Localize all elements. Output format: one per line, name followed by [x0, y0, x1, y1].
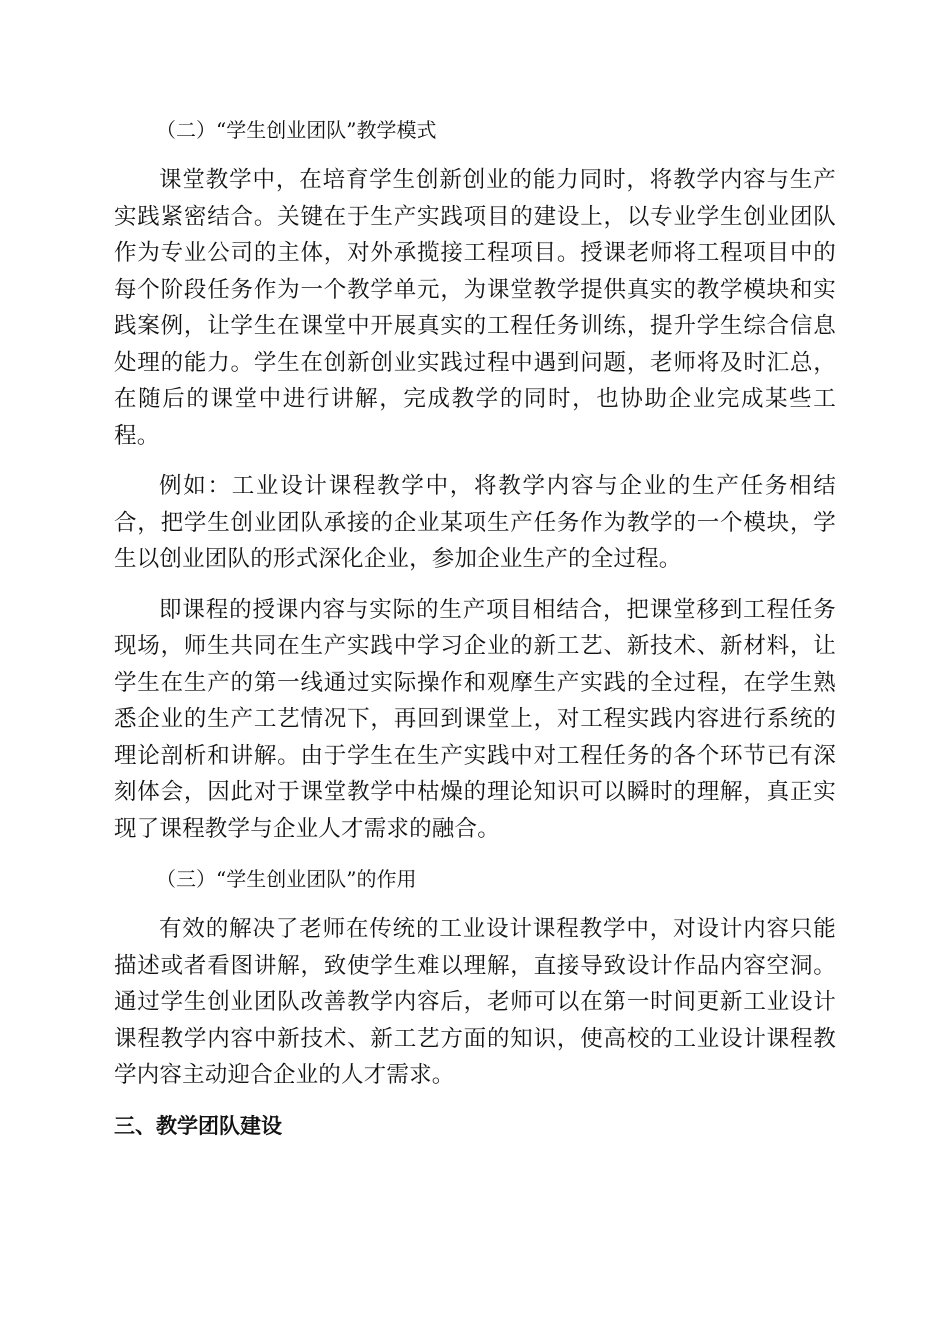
subheading-team-role: （三）“学生创业团队”的作用	[156, 867, 417, 891]
paragraph-effectiveness: 有效的解决了老师在传统的工业设计课程教学中，对设计内容只能描述或者看图讲解，致使学生难以理解，直接导致设计作品内容空洞。通过学生创业团队改善教学内容后，老师可以在第一时间更新工业设计课程教学内容中新技术、新工艺方面的知识，使高校的工业设计课程教学内容主动迎合企业的人才需求。	[114, 916, 836, 1088]
paragraph-example: 例如：工业设计课程教学中，将教学内容与企业的生产任务相结合，把学生创业团队承接的企业某项生产任务作为教学的一个模块，学生以创业团队的形式深化企业，参加企业生产的全过程。	[114, 473, 836, 572]
section-heading-teaching-team: 三、教学团队建设	[114, 1113, 282, 1138]
subheading-teaching-mode: （二）“学生创业团队”教学模式	[156, 118, 437, 142]
paragraph-course-integration: 即课程的授课内容与实际的生产项目相结合，把课堂移到工程任务现场，师生共同在生产实践中学习企业的新工艺、新技术、新材料，让学生在生产的第一线通过实际操作和观摩生产实践的全过程，在学生熟悉企业的生产工艺情况下，再回到课堂上，对工程实践内容进行系统的理论剖析和讲解。由于学生在生产实践中对工程任务的各个环节已有深刻体会，因此对于课堂教学中枯燥的理论知识可以瞬时的理解，真正实现了课程教学与企业人才需求的融合。	[114, 596, 836, 842]
paragraph-classroom-teaching: 课堂教学中，在培育学生创新创业的能力同时，将教学内容与生产实践紧密结合。关键在于生产实践项目的建设上，以专业学生创业团队作为专业公司的主体，对外承揽接工程项目。授课老师将工程项目中的每个阶段任务作为一个教学单元，为课堂教学提供真实的教学模块和实践案例，让学生在课堂中开展真实的工程任务训练，提升学生综合信息处理的能力。学生在创新创业实践过程中遇到问题，老师将及时汇总，在随后的课堂中进行讲解，完成教学的同时，也协助企业完成某些工程。	[114, 167, 836, 449]
document-page	[114, 112, 836, 1144]
